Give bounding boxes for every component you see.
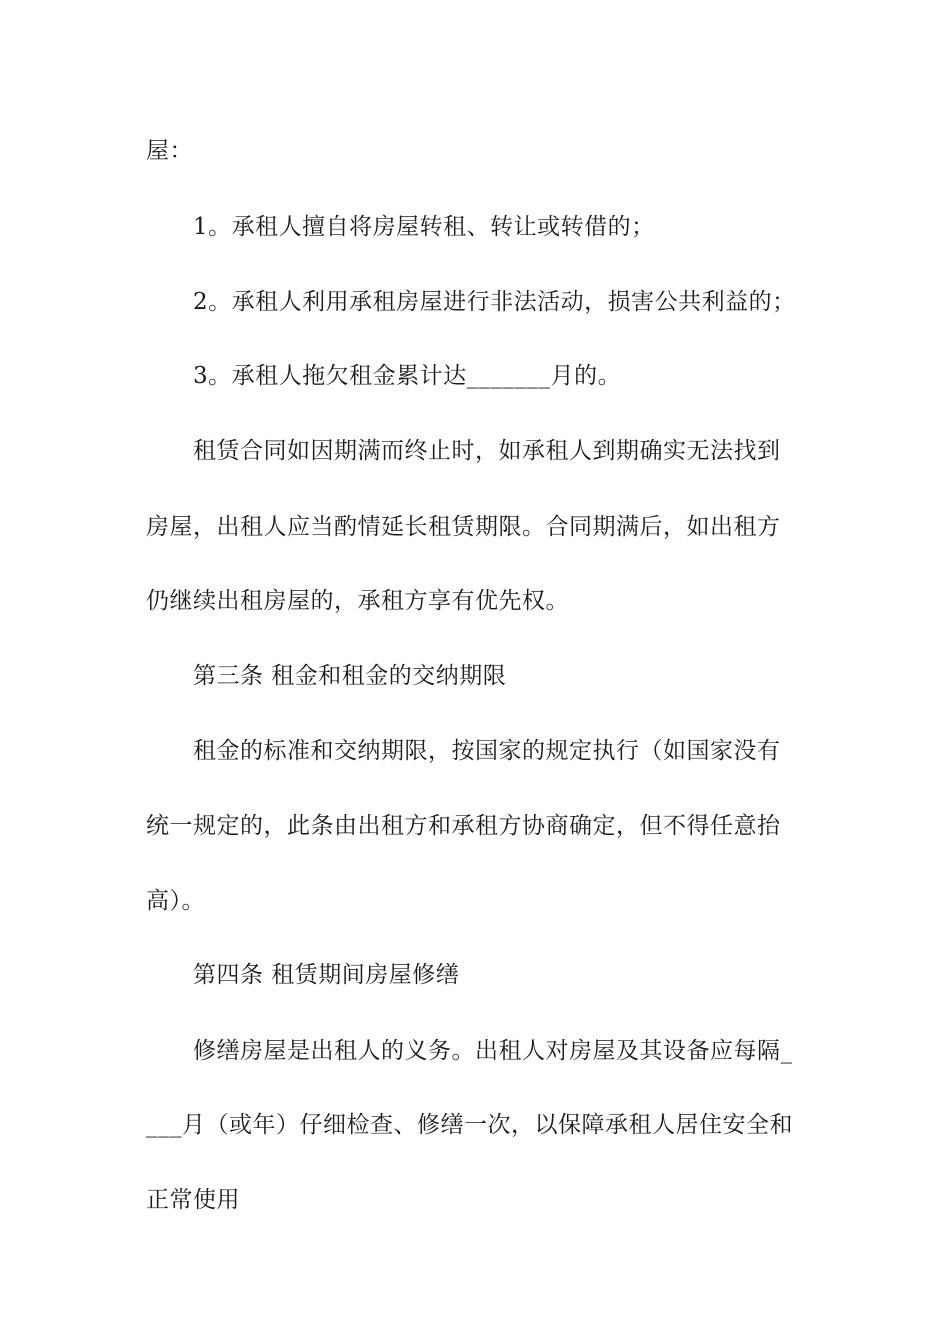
paragraph-line: 租金的标准和交纳期限，按国家的规定执行（如国家没有 (193, 738, 781, 764)
paragraph-line: 统一规定的，此条由出租方和承租方协商确定，但不得任意抬 (146, 813, 781, 839)
list-item-3: 3。承租人拖欠租金累计达_______月的。 (193, 363, 622, 389)
paragraph-line: 仍继续出租房屋的，承租方享有优先权。 (146, 588, 569, 614)
list-item-2: 2。承租人利用承租房屋进行非法活动，损害公共利益的； (193, 289, 796, 315)
section-heading-3: 第三条 租金和租金的交纳期限 (193, 663, 507, 689)
paragraph-line: 高）。 (146, 888, 205, 914)
paragraph-line: 屋： (146, 138, 193, 164)
paragraph-line: 正常使用 (146, 1187, 240, 1213)
paragraph-line: ___月（或年）仔细检查、修缮一次，以保障承租人居住安全和 (146, 1112, 793, 1138)
section-heading-4: 第四条 租赁期间房屋修缮 (193, 962, 460, 988)
paragraph-line: 租赁合同如因期满而终止时，如承租人到期确实无法找到 (193, 438, 781, 464)
paragraph-line: 房屋，出租人应当酌情延长租赁期限。合同期满后，如出租方 (146, 514, 781, 540)
list-item-1: 1。承租人擅自将房屋转租、转让或转借的； (193, 214, 655, 240)
paragraph-line: 修缮房屋是出租人的义务。出租人对房屋及其设备应每隔_ (193, 1038, 793, 1064)
